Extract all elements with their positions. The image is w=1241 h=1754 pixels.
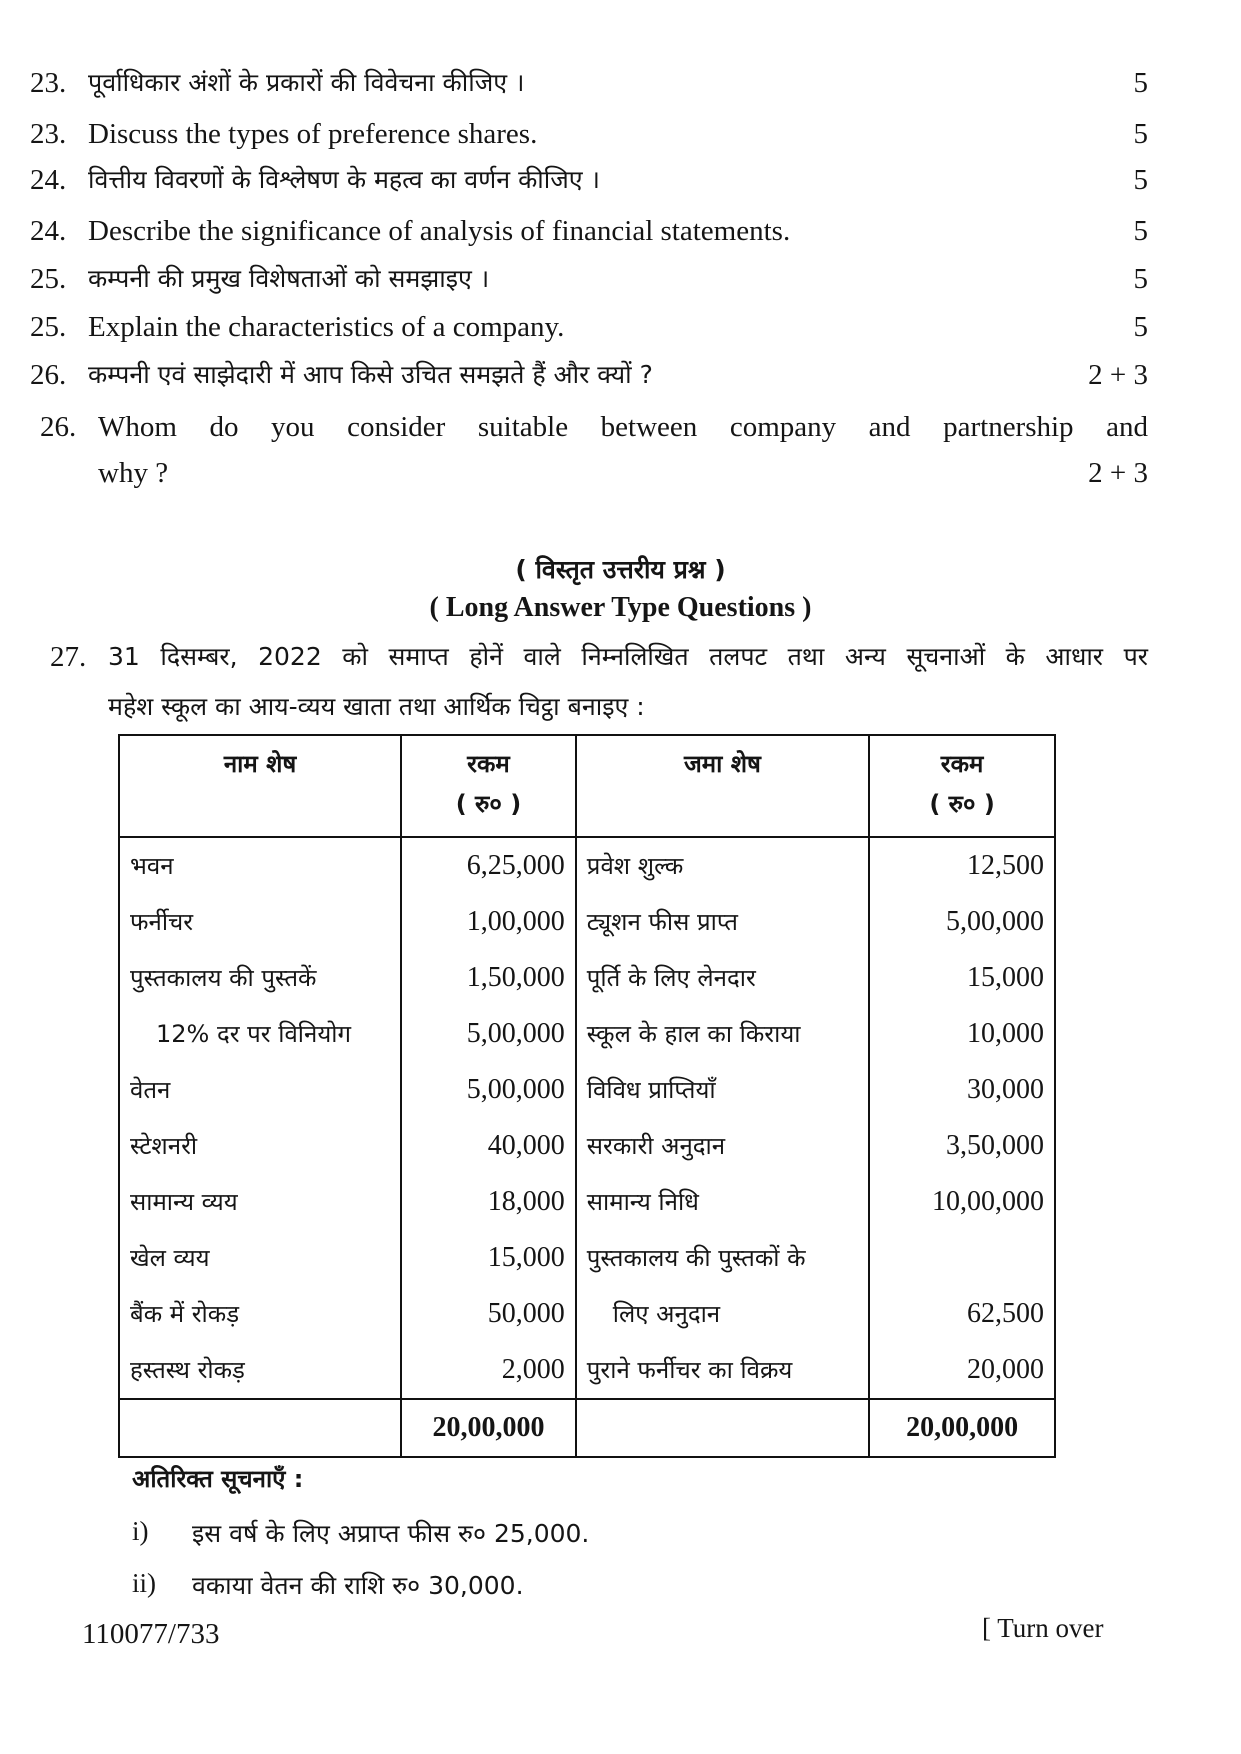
question-number: 23. (30, 67, 67, 99)
question-marks: 2 + 3 (1088, 457, 1148, 489)
list-item-text: वकाया वेतन की राशि रु० 30,000. (192, 1571, 524, 1600)
question-text-continued: महेश स्कूल का आय-व्यय खाता तथा आर्थिक चिट्ठा बनाइए : (108, 692, 645, 721)
credit-item: लिए अनुदान (576, 1286, 869, 1342)
table-row (119, 1118, 1055, 1174)
debit-amount: 2,000 (401, 1342, 576, 1399)
question-number: 25. (30, 263, 67, 295)
debit-item: पुस्तकालय की पुस्तकें (119, 950, 401, 1006)
header-debit (119, 735, 401, 837)
list-marker: ii) (132, 1568, 156, 1598)
table-row (119, 1230, 1055, 1286)
total-credit: 20,00,000 (869, 1399, 1055, 1457)
question-text: Describe the significance of analysis of financial statements. (88, 215, 791, 247)
turn-over-note: [ Turn over (982, 1613, 1104, 1643)
question-marks: 5 (1133, 215, 1148, 247)
question-marks: 5 (1133, 263, 1148, 295)
question-marks: 5 (1133, 118, 1148, 150)
credit-item: सामान्य निधि (576, 1174, 869, 1230)
header-amount-label: रकम (467, 750, 510, 778)
credit-amount: 30,000 (869, 1062, 1055, 1118)
table-row (119, 894, 1055, 950)
question-number: 27. (50, 641, 87, 673)
debit-item: भवन (119, 837, 401, 894)
question-text: कम्पनी की प्रमुख विशेषताओं को समझाइए । (88, 264, 490, 293)
credit-item: पूर्ति के लिए लेनदार (576, 950, 869, 1006)
debit-item: खेल व्यय (119, 1230, 401, 1286)
debit-amount: 5,00,000 (401, 1062, 576, 1118)
credit-item: स्कूल के हाल का किराया (576, 1006, 869, 1062)
debit-item: फर्नीचर (119, 894, 401, 950)
header-debit-label: नाम शेष (223, 750, 297, 778)
table-row (119, 1174, 1055, 1230)
header-amount2-label: रकम (940, 750, 984, 778)
total-blank-left (119, 1399, 401, 1457)
debit-amount: 1,50,000 (401, 950, 576, 1006)
credit-amount: 3,50,000 (869, 1118, 1055, 1174)
debit-amount: 15,000 (401, 1230, 576, 1286)
question-marks: 2 + 3 (1088, 359, 1148, 391)
total-blank-right (576, 1399, 869, 1457)
debit-amount: 40,000 (401, 1118, 576, 1174)
total-debit: 20,00,000 (401, 1399, 576, 1457)
trial-balance-table (118, 734, 1056, 1458)
header-amount (401, 735, 576, 837)
debit-amount: 6,25,000 (401, 837, 576, 894)
table-row (119, 1006, 1055, 1062)
debit-item: 12% दर पर विनियोग (119, 1006, 401, 1062)
credit-item: पुराने फर्नीचर का विक्रय (576, 1342, 869, 1399)
question-number: 26. (40, 411, 77, 443)
debit-amount: 1,00,000 (401, 894, 576, 950)
question-text: Explain the characteristics of a company. (88, 311, 565, 343)
question-text: 31 दिसम्बर, 2022 को समाप्त होनें वाले निम्नलिखित तलपट तथा अन्य सूचनाओं के आधार पर (108, 642, 1148, 671)
table-row (119, 1342, 1055, 1399)
debit-amount: 18,000 (401, 1174, 576, 1230)
question-number: 24. (30, 215, 67, 247)
debit-amount: 50,000 (401, 1286, 576, 1342)
credit-amount (869, 1230, 1055, 1286)
credit-amount: 10,00,000 (869, 1174, 1055, 1230)
debit-amount: 5,00,000 (401, 1006, 576, 1062)
paper-code: 110077/733 (82, 1618, 220, 1650)
debit-item: स्टेशनरी (119, 1118, 401, 1174)
table-row (119, 950, 1055, 1006)
credit-item: प्रवेश शुल्क (576, 837, 869, 894)
credit-item: ट्यूशन फीस प्राप्त (576, 894, 869, 950)
credit-item: विविध प्राप्तियाँ (576, 1062, 869, 1118)
question-number: 25. (30, 311, 67, 343)
credit-item: सरकारी अनुदान (576, 1118, 869, 1174)
table-row (119, 837, 1055, 894)
header-amount-2 (869, 735, 1055, 837)
credit-amount: 10,000 (869, 1006, 1055, 1062)
header-credit (576, 735, 869, 837)
header-credit-label: जमा शेष (683, 750, 761, 778)
credit-amount: 62,500 (869, 1286, 1055, 1342)
additional-info-title: अतिरिक्त सूचनाएँ : (132, 1465, 304, 1493)
debit-item: हस्तस्थ रोकड़ (119, 1342, 401, 1399)
question-text: Whom do you consider suitable between company and partnership and (98, 411, 1148, 443)
debit-item: वेतन (119, 1062, 401, 1118)
question-marks: 5 (1133, 164, 1148, 196)
credit-amount: 5,00,000 (869, 894, 1055, 950)
header-amount-unit: ( रु० ) (455, 790, 522, 818)
debit-item: बैंक में रोकड़ (119, 1286, 401, 1342)
question-text: वित्तीय विवरणों के विश्लेषण के महत्व का वर्णन कीजिए । (88, 165, 601, 194)
question-text: Discuss the types of preference shares. (88, 118, 538, 150)
question-number: 23. (30, 118, 67, 150)
list-marker: i) (132, 1516, 149, 1546)
credit-item: पुस्तकालय की पुस्तकों के (576, 1230, 869, 1286)
question-text-continued: why ? (98, 457, 169, 489)
list-item-text: इस वर्ष के लिए अप्राप्त फीस रु० 25,000. (192, 1519, 590, 1548)
header-amount2-unit: ( रु० ) (929, 790, 995, 818)
question-number: 26. (30, 359, 67, 391)
question-text: कम्पनी एवं साझेदारी में आप किसे उचित समझते हैं और क्यों ? (88, 360, 653, 389)
table-total-row (119, 1399, 1055, 1457)
section-title-hindi: ( विस्तृत उत्तरीय प्रश्न ) (515, 555, 726, 584)
question-number: 24. (30, 164, 67, 196)
table-header-row (119, 735, 1055, 837)
table-row (119, 1286, 1055, 1342)
table-row (119, 1062, 1055, 1118)
section-title-english: ( Long Answer Type Questions ) (429, 592, 812, 623)
question-text: पूर्वाधिकार अंशों के प्रकारों की विवेचना कीजिए । (88, 68, 525, 97)
question-marks: 5 (1133, 67, 1148, 99)
credit-amount: 15,000 (869, 950, 1055, 1006)
question-marks: 5 (1133, 311, 1148, 343)
credit-amount: 12,500 (869, 837, 1055, 894)
credit-amount: 20,000 (869, 1342, 1055, 1399)
debit-item: सामान्य व्यय (119, 1174, 401, 1230)
